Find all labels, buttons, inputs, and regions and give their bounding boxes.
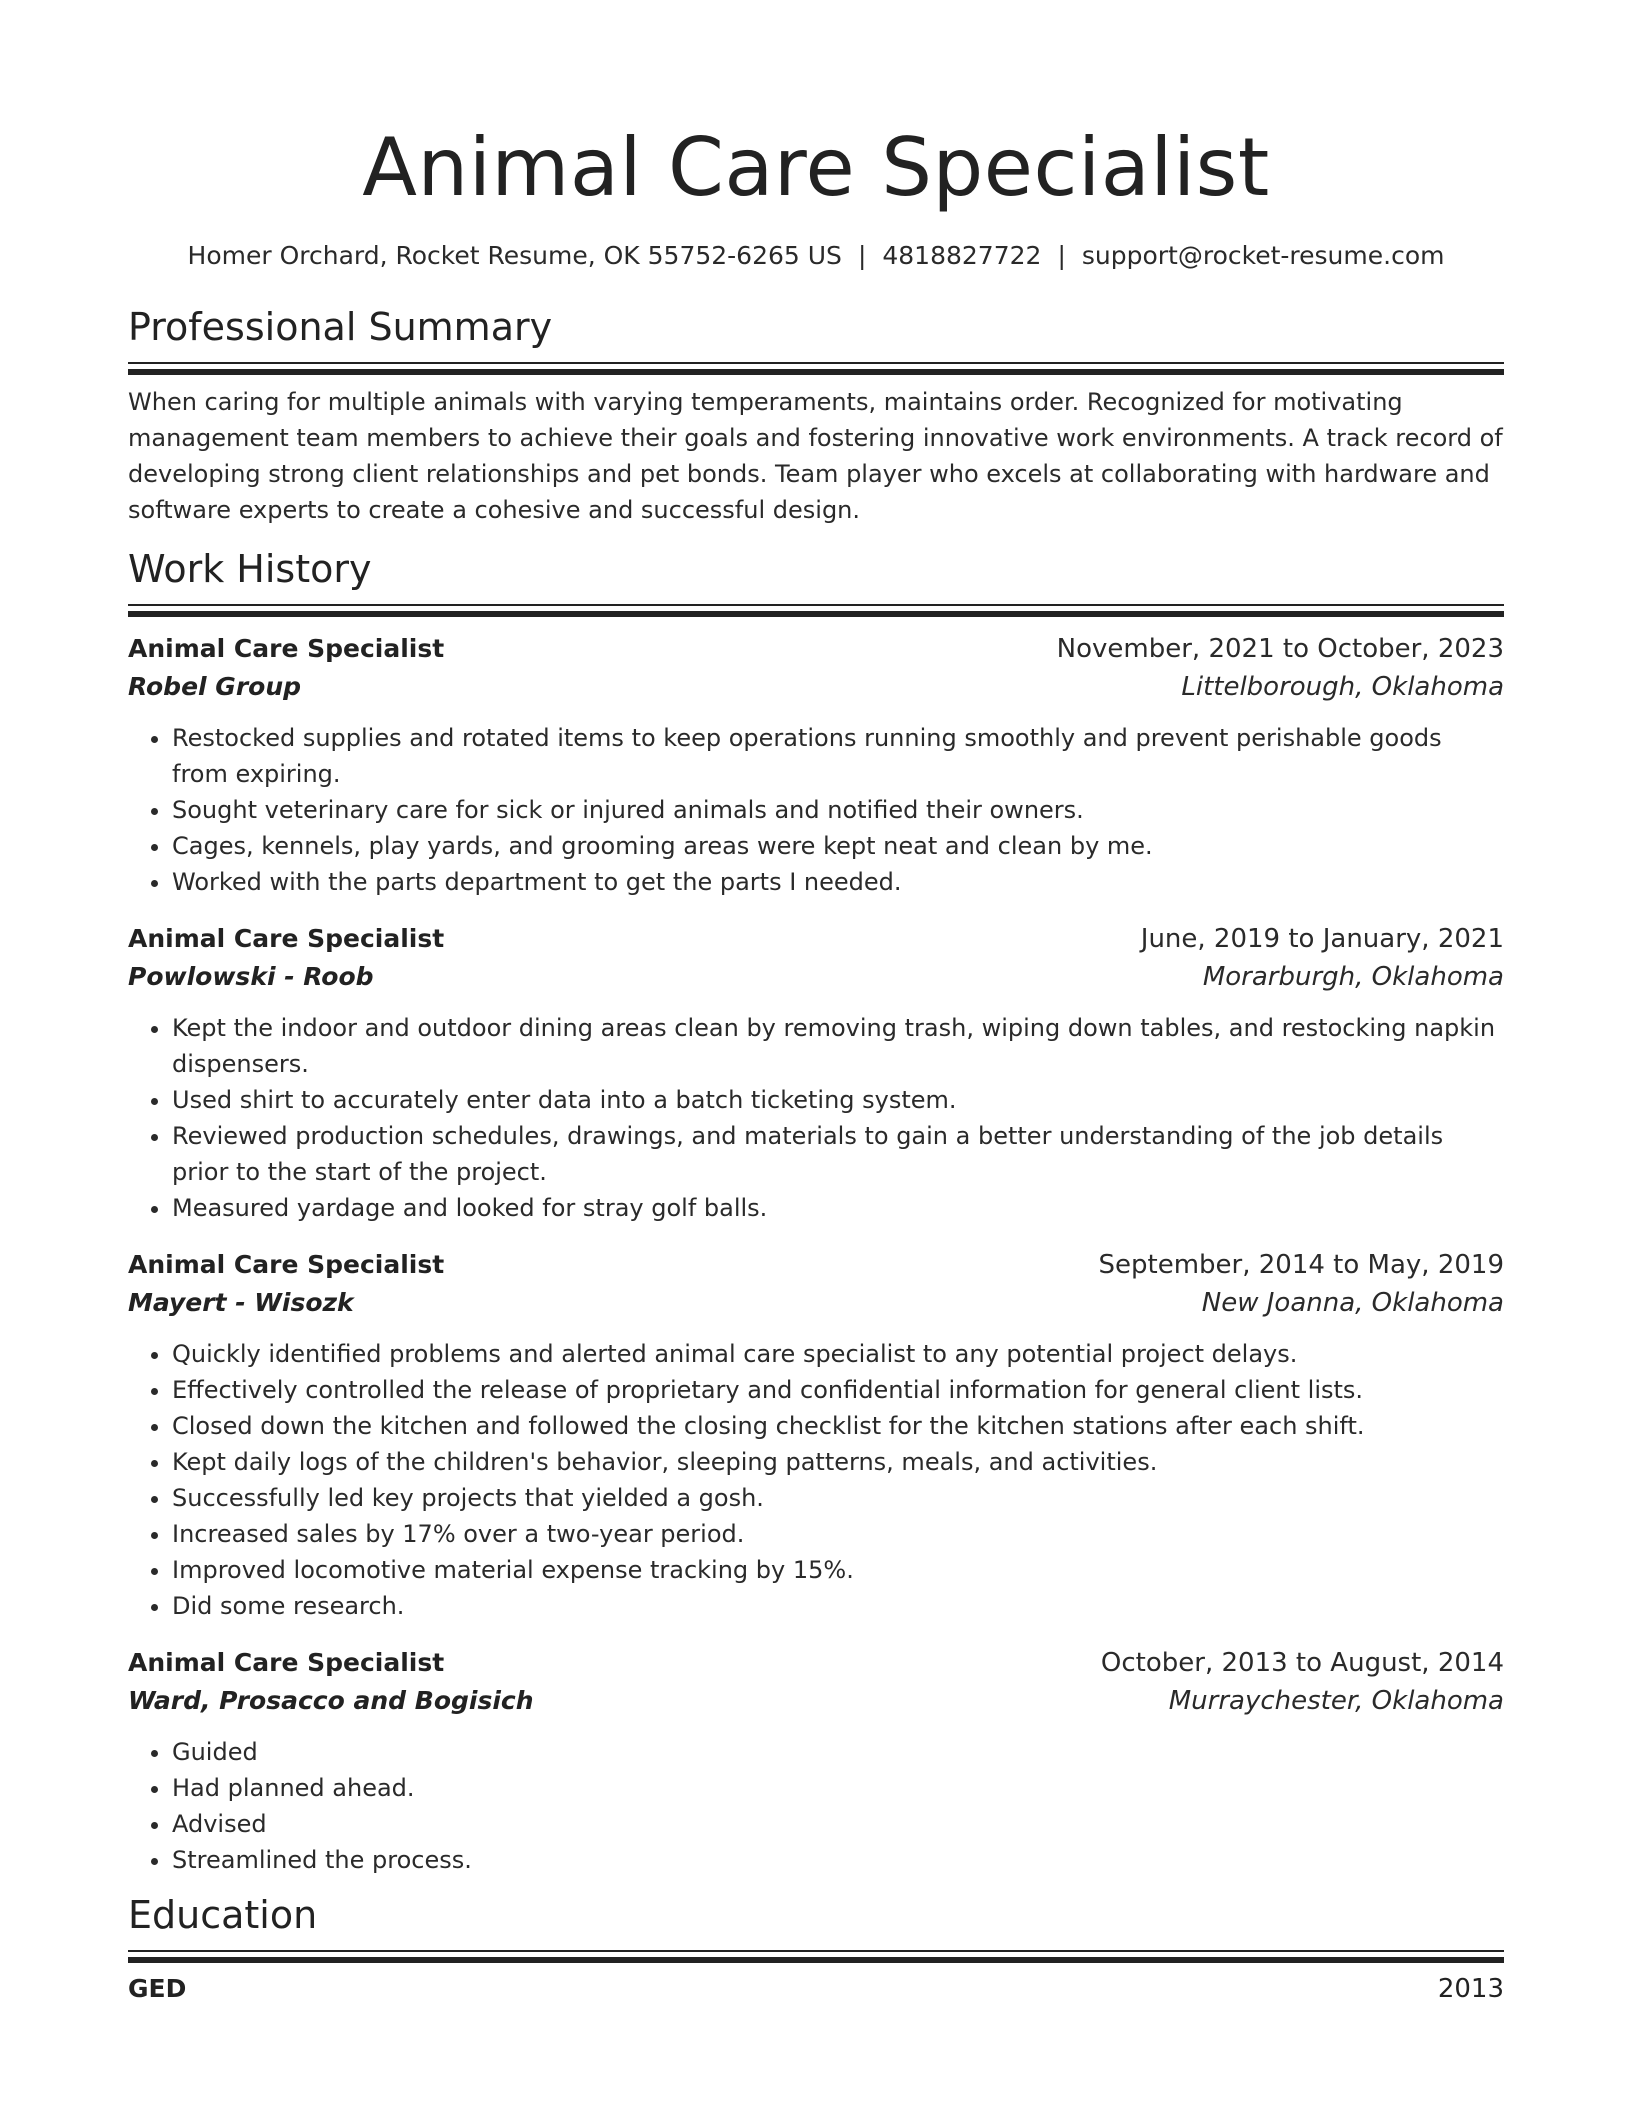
section-heading: Work History [128,547,372,591]
job-title: Animal Care Specialist [128,1250,445,1279]
contact-address: Homer Orchard, Rocket Resume, OK 55752-6265 US [187,241,842,270]
job-bullet-list [128,720,1504,900]
job-location: New Joanna, Oklahoma [1201,1288,1504,1318]
job-company: Mayert - Wisozk [128,1288,354,1317]
job-header-row [128,920,1504,958]
job-dates: September, 2014 to May, 2019 [1098,1250,1504,1280]
job-dates: June, 2019 to January, 2021 [1140,924,1504,954]
job-bullet-list [128,1336,1504,1624]
job-bullet: • Sought veterinary care for sick or injured animals and notified their owners. [172,792,1504,828]
job-title: Animal Care Specialist [128,924,445,953]
job-company: Robel Group [128,672,302,701]
job-company-row [128,1682,1504,1720]
job-bullet: • Guided [172,1734,1504,1770]
section-heading: Professional Summary [128,305,553,349]
job-bullet: • Did some research. [172,1588,1504,1624]
job-bullet: • Advised [172,1806,1504,1842]
job-bullet: • Reviewed production schedules, drawings, and materials to gain a better understanding of the job details prior to the start of the project. [172,1118,1504,1190]
job-location: Littelborough, Oklahoma [1181,672,1504,702]
work-history-section [128,546,1504,1878]
job-entry [128,1246,1504,1624]
job-bullet: • Improved locomotive material expense tracking by 15%. [172,1552,1504,1588]
job-list [128,630,1504,1878]
education-entry [128,1970,1504,2008]
job-company-row [128,668,1504,706]
job-entry [128,1644,1504,1878]
job-bullet-list [128,1734,1504,1878]
section-divider [128,362,1504,376]
job-header-row [128,1246,1504,1284]
job-bullet: • Had planned ahead. [172,1770,1504,1806]
job-company-row [128,958,1504,996]
job-bullet: • Used shirt to accurately enter data into a batch ticketing system. [172,1082,1504,1118]
contact-separator: | [857,241,867,270]
job-bullet-list [128,1010,1504,1226]
contact-email: support@rocket-resume.com [1081,241,1445,270]
summary-section [128,304,1504,528]
job-bullet: • Successfully led key projects that yielded a gosh. [172,1480,1504,1516]
education-year: 2013 [1437,1974,1504,2004]
resume-title: Animal Care Specialist [362,121,1270,214]
job-bullet: • Closed down the kitchen and followed the closing checklist for the kitchen stations after each shift. [172,1408,1504,1444]
job-location: Murraychester, Oklahoma [1168,1686,1504,1716]
section-heading: Education [128,1893,318,1937]
job-bullet: • Quickly identified problems and alerted animal care specialist to any potential project delays. [172,1336,1504,1372]
job-dates: November, 2021 to October, 2023 [1056,634,1504,664]
job-bullet: • Increased sales by 17% over a two-year period. [172,1516,1504,1552]
job-title: Animal Care Specialist [128,1648,445,1677]
job-dates: October, 2013 to August, 2014 [1100,1648,1504,1678]
job-location: Morarburgh, Oklahoma [1202,962,1504,992]
contact-line [128,238,1504,274]
job-entry [128,630,1504,900]
job-bullet: • Restocked supplies and rotated items to keep operations running smoothly and prevent perishable goods from expiring. [172,720,1504,792]
job-header-row [128,1644,1504,1682]
job-title: Animal Care Specialist [128,634,445,663]
job-bullet: • Kept daily logs of the children's behavior, sleeping patterns, meals, and activities. [172,1444,1504,1480]
summary-text: When caring for multiple animals with varying temperaments, maintains order. Recognized for motivating management team members to achieve their goals and fostering innovative work environments. A track record of developing strong client relationships and pet bonds. Team player who excels at collaborating with hardware and software experts to create a cohesive and successful design. [128,388,1503,524]
job-company-row [128,1284,1504,1322]
job-entry [128,920,1504,1226]
section-divider [128,1950,1504,1964]
education-section [128,1892,1504,2008]
job-bullet: • Measured yardage and looked for stray golf balls. [172,1190,1504,1226]
contact-phone: 4818827722 [882,241,1042,270]
resume-page [128,0,1504,2008]
job-bullet: • Kept the indoor and outdoor dining areas clean by removing trash, wiping down tables, and restocking napkin dispensers. [172,1010,1504,1082]
contact-separator: | [1057,241,1066,270]
education-list [128,1970,1504,2008]
job-header-row [128,630,1504,668]
job-bullet: • Worked with the parts department to get the parts I needed. [172,864,1504,900]
education-degree: GED [128,1974,187,2003]
job-company: Ward, Prosacco and Bogisich [128,1686,534,1715]
job-company: Powlowski - Roob [128,962,374,991]
job-bullet: • Streamlined the process. [172,1842,1504,1878]
section-divider [128,604,1504,618]
job-bullet: • Effectively controlled the release of proprietary and confidential information for general client lists. [172,1372,1504,1408]
job-bullet: • Cages, kennels, play yards, and grooming areas were kept neat and clean by me. [172,828,1504,864]
